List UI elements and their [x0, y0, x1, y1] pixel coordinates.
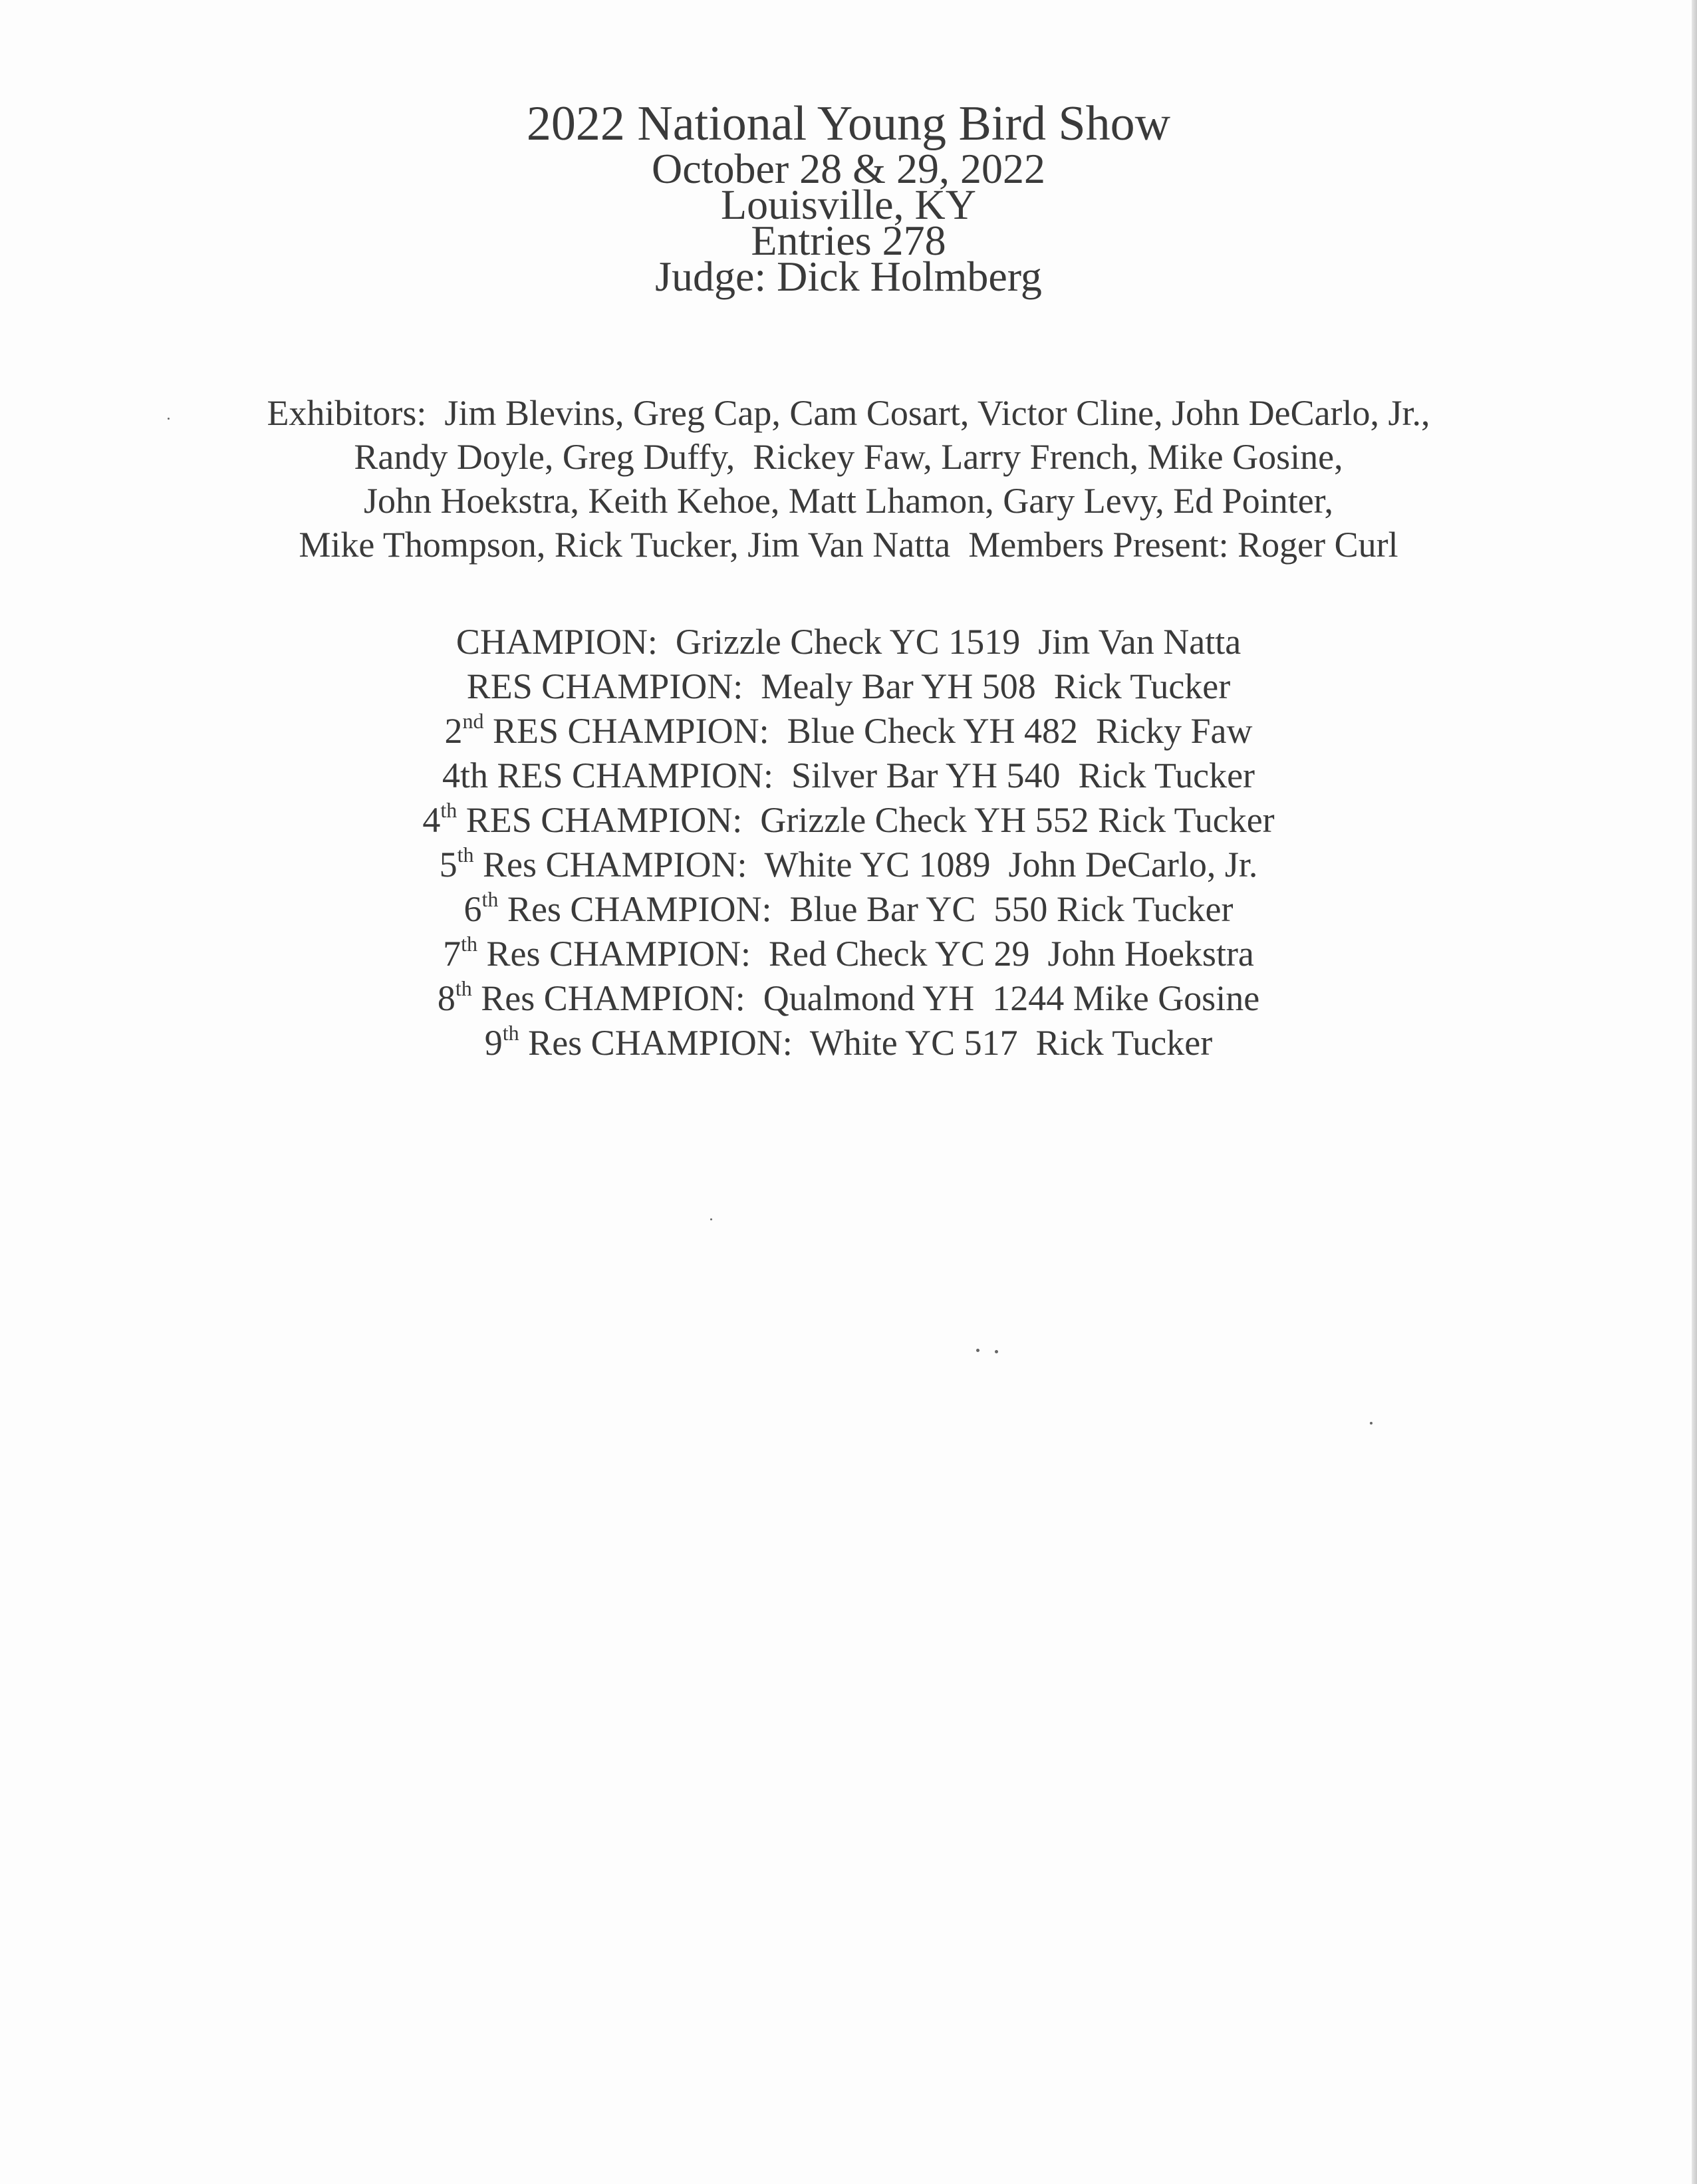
award-rank: 7 [443, 934, 461, 974]
show-location: Louisville, KY [721, 181, 976, 228]
award-text: RES CHAMPION: Silver Bar YH 540 Rick Tucker [487, 755, 1255, 795]
award-row [0, 887, 1697, 932]
award-rank: 8 [437, 978, 456, 1018]
judge-name: Judge: Dick Holmberg [655, 253, 1042, 300]
scan-speck [710, 1218, 712, 1220]
award-rank-suffix: th [455, 976, 472, 1000]
award-row [0, 843, 1697, 887]
award-rank: 6 [463, 889, 482, 929]
exhibitors-block [0, 391, 1697, 567]
award-rank-suffix: th [457, 843, 474, 867]
award-rank: 5 [439, 845, 457, 885]
award-row [0, 1021, 1697, 1065]
award-rank-suffix: th [461, 932, 477, 956]
exhibitors-line: John Hoekstra, Keith Kehoe, Matt Lhamon, Gary Levy, Ed Pointer, [364, 481, 1333, 521]
award-text: RES CHAMPION: Grizzle Check YH 552 Rick Tucker [457, 800, 1275, 840]
award-rank: 4 [422, 800, 441, 840]
scan-speck [995, 1350, 998, 1353]
award-row [0, 709, 1697, 753]
award-text: Res CHAMPION: Qualmond YH 1244 Mike Gosine [471, 978, 1260, 1018]
award-rank-suffix: th [502, 1021, 519, 1045]
award-row [0, 932, 1697, 976]
award-rank-suffix: nd [462, 709, 484, 733]
award-text: Res CHAMPION: Blue Bar YC 550 Rick Tucker [498, 889, 1234, 929]
award-rank-suffix: th [481, 887, 499, 911]
award-text: Res CHAMPION: White YC 517 Rick Tucker [519, 1023, 1213, 1063]
award-rank-suffix: th [440, 798, 457, 822]
exhibitors-line: Mike Thompson, Rick Tucker, Jim Van Natta Members Present: Roger Curl [299, 525, 1398, 565]
scan-speck [168, 418, 170, 420]
award-rank: 4th [442, 755, 488, 795]
award-row [0, 620, 1697, 664]
award-rank: 2 [444, 711, 463, 751]
award-rank: 9 [484, 1023, 503, 1063]
award-text: RES CHAMPION: Mealy Bar YH 508 Rick Tucker [466, 666, 1231, 706]
award-row [0, 664, 1697, 709]
scan-speck [976, 1349, 979, 1352]
scan-speck [1370, 1422, 1372, 1425]
exhibitors-line: Randy Doyle, Greg Duffy, Rickey Faw, Larry French, Mike Gosine, [354, 437, 1343, 477]
award-text: RES CHAMPION: Blue Check YH 482 Ricky Faw [483, 711, 1253, 751]
entries-count: Entries 278 [751, 217, 946, 264]
award-row [0, 753, 1697, 798]
awards-list [0, 620, 1697, 1065]
show-title: 2022 National Young Bird Show [526, 96, 1171, 151]
exhibitors-line: Exhibitors: Jim Blevins, Greg Cap, Cam Cosart, Victor Cline, John DeCarlo, Jr., [267, 393, 1430, 433]
award-text: Res CHAMPION: Red Check YC 29 John Hoekstra [477, 934, 1254, 974]
award-text: Res CHAMPION: White YC 1089 John DeCarlo, Jr. [473, 845, 1258, 885]
document-header [0, 96, 1697, 300]
show-dates: October 28 & 29, 2022 [652, 145, 1045, 192]
award-row [0, 976, 1697, 1021]
award-text: CHAMPION: Grizzle Check YC 1519 Jim Van Natta [456, 622, 1241, 662]
scan-edge-shadow [1692, 0, 1697, 2184]
award-row [0, 798, 1697, 843]
